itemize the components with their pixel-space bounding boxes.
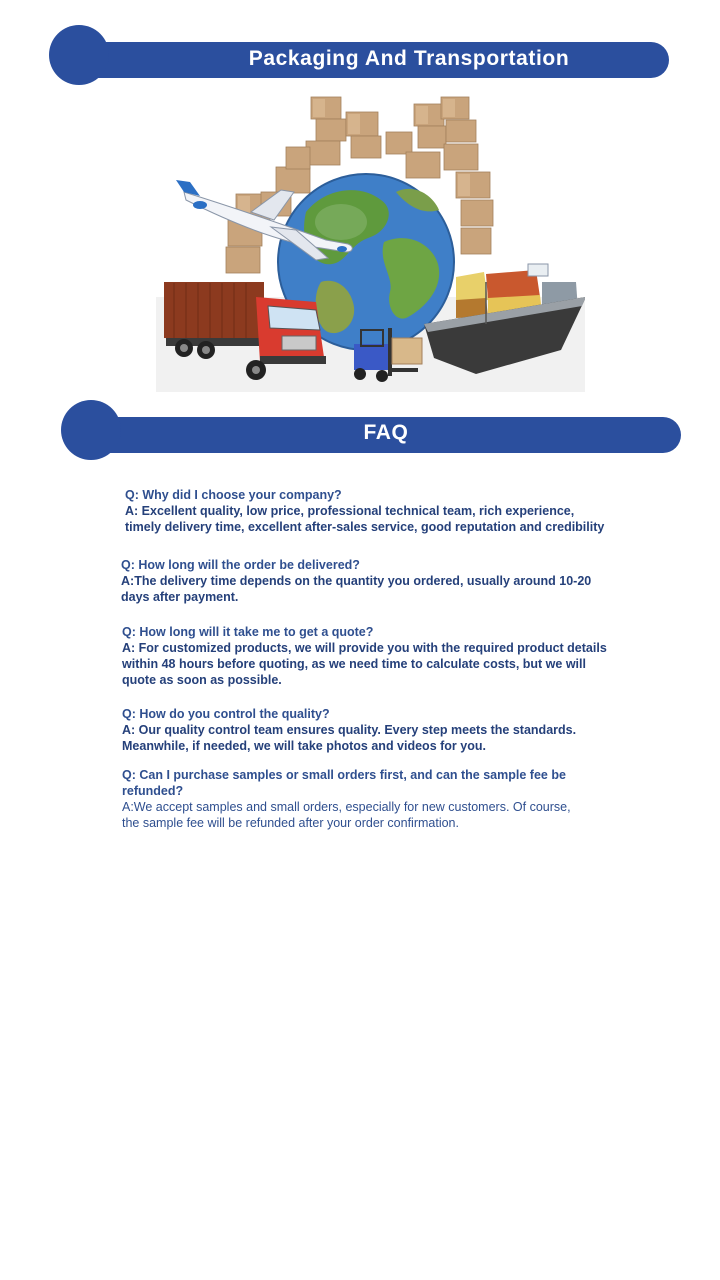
section-title-packaging: Packaging And Transportation [248, 47, 570, 70]
faq-answer-line: the sample fee will be refunded after your order confirmation. [122, 816, 459, 830]
faq-question: Q: How do you control the quality? [122, 707, 330, 721]
header-circle [49, 25, 109, 85]
faq-item [122, 624, 682, 688]
faq-answer-line: quote as soon as possible. [122, 673, 282, 687]
faq-answer-line: timely delivery time, excellent after-sales service, good reputation and credibility [125, 520, 605, 534]
faq-answer-line: A: For customized products, we will provide you with the required product details [122, 641, 607, 655]
logistics-illustration [156, 92, 585, 392]
faq-answer-line: A: Excellent quality, low price, professional technical team, rich experience, [125, 504, 575, 518]
section-title-faq: FAQ [363, 421, 409, 444]
faq-item [121, 557, 681, 605]
faq-question: Q: Can I purchase samples or small orders first, and can the sample fee be [122, 768, 566, 782]
section-header-faq [61, 400, 681, 462]
faq-answer-line: A: Our quality control team ensures quality. Every step meets the standards. [122, 723, 577, 737]
faq-question: refunded? [122, 784, 184, 798]
faq-question: Q: How long will it take me to get a quote? [122, 625, 374, 639]
faq-answer-line: A:We accept samples and small orders, especially for new customers. Of course, [122, 800, 571, 814]
faq-answer-line: days after payment. [121, 590, 239, 604]
faq-answer-line: Meanwhile, if needed, we will take photos and videos for you. [122, 739, 486, 753]
faq-question: Q: How long will the order be delivered? [121, 558, 360, 572]
faq-answer-line: within 48 hours before quoting, as we need time to calculate costs, but we will [122, 657, 586, 671]
faq-answer-line: A:The delivery time depends on the quantity you ordered, usually around 10-20 [121, 574, 592, 588]
faq-item [125, 487, 685, 535]
faq-question: Q: Why did I choose your company? [125, 488, 342, 502]
faq-item [122, 767, 682, 831]
section-header-packaging [49, 25, 669, 87]
faq-item [122, 706, 682, 754]
